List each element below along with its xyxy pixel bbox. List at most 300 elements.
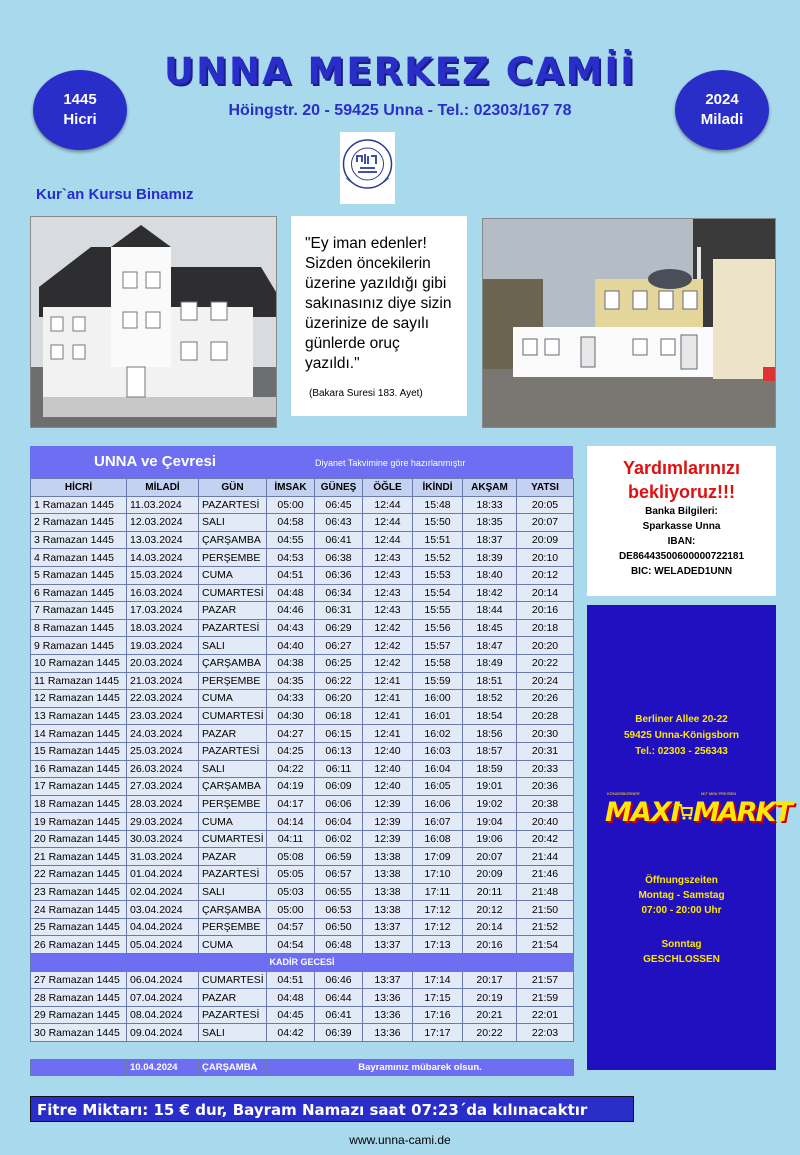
- table-cell: 06:44: [315, 989, 363, 1007]
- table-cell: PAZAR: [199, 602, 267, 620]
- table-cell: 20:30: [517, 725, 574, 743]
- table-cell: 12:43: [363, 566, 413, 584]
- table-cell: 20:12: [463, 901, 517, 919]
- hicri-year: 1445: [63, 91, 97, 108]
- column-header: MİLADİ: [127, 479, 199, 497]
- table-cell: 12:44: [363, 531, 413, 549]
- column-header: ÖĞLE: [363, 479, 413, 497]
- bank-label: Banka Bilgileri:: [645, 506, 718, 517]
- table-cell: 05:00: [267, 496, 315, 514]
- table-cell: CUMARTESİ: [199, 584, 267, 602]
- table-cell: 13:37: [363, 936, 413, 954]
- ad-address: [587, 712, 776, 760]
- table-cell: 03.04.2024: [127, 901, 199, 919]
- table-cell: 18.03.2024: [127, 619, 199, 637]
- ad-address-line-2: 59425 Unna-Königsborn: [623, 730, 740, 741]
- table-cell: 07.04.2024: [127, 989, 199, 1007]
- table-cell: 20:07: [463, 848, 517, 866]
- table-cell: 06:04: [315, 813, 363, 831]
- table-cell: 15:54: [413, 584, 463, 602]
- table-cell: 20:16: [463, 936, 517, 954]
- table-cell: 01.04.2024: [127, 866, 199, 884]
- table-cell: 22 Ramazan 1445: [31, 866, 127, 884]
- table-row: [31, 866, 574, 884]
- table-cell: 04:11: [267, 830, 315, 848]
- table-cell: 04:51: [267, 566, 315, 584]
- table-cell: 14 Ramazan 1445: [31, 725, 127, 743]
- table-row: [31, 725, 574, 743]
- table-cell: 20 Ramazan 1445: [31, 830, 127, 848]
- table-cell: 11 Ramazan 1445: [31, 672, 127, 690]
- table-title: UNNA ve Çevresi: [94, 453, 216, 470]
- table-cell: PERŞEMBE: [199, 672, 267, 690]
- table-cell: 20:36: [517, 778, 574, 796]
- table-cell: 20:07: [517, 514, 574, 532]
- table-cell: 30 Ramazan 1445: [31, 1024, 127, 1042]
- table-row: [31, 742, 574, 760]
- table-cell: CUMARTESİ: [199, 707, 267, 725]
- table-cell: 20:31: [517, 742, 574, 760]
- table-cell: SALI: [199, 883, 267, 901]
- table-row: [31, 813, 574, 831]
- table-cell: 15.03.2024: [127, 566, 199, 584]
- table-cell: 06:41: [315, 531, 363, 549]
- table-subtitle: Diyanet Takvimine göre hazırlanmıştır: [315, 458, 466, 468]
- table-cell: PAZARTESİ: [199, 742, 267, 760]
- column-header: AKŞAM: [463, 479, 517, 497]
- table-cell: 31.03.2024: [127, 848, 199, 866]
- table-cell: 12:41: [363, 690, 413, 708]
- sunday-closed: GESCHLOSSEN: [643, 954, 720, 965]
- table-row: [31, 901, 574, 919]
- table-cell: 06:20: [315, 690, 363, 708]
- table-cell: 18:33: [463, 496, 517, 514]
- table-cell: SALI: [199, 514, 267, 532]
- website-link[interactable]: www.unna-cami.de: [349, 1133, 451, 1147]
- iban-value: DE86443500600000722181: [618, 551, 745, 562]
- table-cell: 04:45: [267, 1006, 315, 1024]
- table-cell: 04:43: [267, 619, 315, 637]
- table-cell: 04:22: [267, 760, 315, 778]
- maxi-brand-left: MAXI: [605, 797, 680, 828]
- table-row: [31, 1006, 574, 1024]
- table-cell: 06:13: [315, 742, 363, 760]
- ad-sunday: [587, 937, 776, 967]
- table-cell: 16:07: [413, 813, 463, 831]
- table-cell: 06:57: [315, 866, 363, 884]
- table-gap: [31, 1042, 574, 1060]
- table-cell: 18:47: [463, 637, 517, 655]
- bayram-message: Bayramınız mübarek olsun.: [267, 1060, 574, 1076]
- table-cell: 13:36: [363, 1024, 413, 1042]
- table-cell: 20:33: [517, 760, 574, 778]
- table-cell: 05:08: [267, 848, 315, 866]
- table-cell: 19:04: [463, 813, 517, 831]
- bayram-date: 10.04.2024: [127, 1060, 199, 1076]
- table-cell: 12:42: [363, 654, 413, 672]
- table-cell: CUMA: [199, 813, 267, 831]
- table-cell: 04:57: [267, 918, 315, 936]
- table-cell: PERŞEMBE: [199, 549, 267, 567]
- table-cell: 20:22: [463, 1024, 517, 1042]
- table-cell: 13:37: [363, 971, 413, 989]
- table-row: [31, 936, 574, 954]
- table-cell: 20:28: [517, 707, 574, 725]
- maxi-markt-logo: [603, 791, 791, 837]
- table-cell: 7 Ramazan 1445: [31, 602, 127, 620]
- table-cell: SALI: [199, 760, 267, 778]
- table-cell: 20:20: [517, 637, 574, 655]
- ad-hours: [587, 873, 776, 918]
- table-cell: 13:38: [363, 901, 413, 919]
- table-cell: 17:11: [413, 883, 463, 901]
- table-cell: 18:51: [463, 672, 517, 690]
- table-row: [31, 1024, 574, 1042]
- table-cell: 06:59: [315, 848, 363, 866]
- table-row: [31, 584, 574, 602]
- table-row: [31, 795, 574, 813]
- table-cell: 04:53: [267, 549, 315, 567]
- table-row: [31, 514, 574, 532]
- table-cell: 15:51: [413, 531, 463, 549]
- table-cell: 06:38: [315, 549, 363, 567]
- table-cell: 18:39: [463, 549, 517, 567]
- table-cell: 13:38: [363, 883, 413, 901]
- table-cell: 19:06: [463, 830, 517, 848]
- table-row: [31, 760, 574, 778]
- table-cell: 29.03.2024: [127, 813, 199, 831]
- column-header: İMSAK: [267, 479, 315, 497]
- table-cell: 20:18: [517, 619, 574, 637]
- table-row: [31, 778, 574, 796]
- column-header: GÜN: [199, 479, 267, 497]
- table-cell: PAZARTESİ: [199, 496, 267, 514]
- table-cell: CUMARTESİ: [199, 971, 267, 989]
- table-cell: 24 Ramazan 1445: [31, 901, 127, 919]
- table-row: [31, 549, 574, 567]
- table-cell: 12:40: [363, 778, 413, 796]
- table-cell: 12:41: [363, 707, 413, 725]
- table-cell: 16:04: [413, 760, 463, 778]
- table-cell: 06:29: [315, 619, 363, 637]
- table-cell: 21.03.2024: [127, 672, 199, 690]
- table-cell: 25 Ramazan 1445: [31, 918, 127, 936]
- donation-headline-2: bekliyoruz!!!: [627, 482, 735, 502]
- table-cell: 12:39: [363, 830, 413, 848]
- bayram-empty: [31, 1060, 127, 1076]
- table-cell: 17:16: [413, 1006, 463, 1024]
- donation-headline-1: Yardımlarınızı: [622, 458, 741, 478]
- column-header-row: [31, 479, 574, 497]
- table-cell: 06:25: [315, 654, 363, 672]
- table-cell: 1 Ramazan 1445: [31, 496, 127, 514]
- table-cell: 20:24: [517, 672, 574, 690]
- table-cell: 20:21: [463, 1006, 517, 1024]
- table-cell: PERŞEMBE: [199, 795, 267, 813]
- table-cell: 06:11: [315, 760, 363, 778]
- table-row: [31, 989, 574, 1007]
- table-cell: PERŞEMBE: [199, 918, 267, 936]
- table-cell: 04:33: [267, 690, 315, 708]
- table-cell: 18:49: [463, 654, 517, 672]
- table-cell: 21:52: [517, 918, 574, 936]
- table-cell: 04:42: [267, 1024, 315, 1042]
- table-cell: 20:11: [463, 883, 517, 901]
- table-cell: 20:40: [517, 813, 574, 831]
- table-cell: 21:54: [517, 936, 574, 954]
- table-cell: 26 Ramazan 1445: [31, 936, 127, 954]
- table-cell: 12:41: [363, 672, 413, 690]
- table-cell: 04:38: [267, 654, 315, 672]
- table-cell: 06:22: [315, 672, 363, 690]
- page-title: UNNA MERKEZ CAMİİ: [164, 50, 636, 93]
- table-cell: 16:02: [413, 725, 463, 743]
- table-cell: 12:40: [363, 742, 413, 760]
- table-cell: 06:15: [315, 725, 363, 743]
- table-row: [31, 496, 574, 514]
- table-cell: 14.03.2024: [127, 549, 199, 567]
- table-cell: 20:26: [517, 690, 574, 708]
- table-cell: 29 Ramazan 1445: [31, 1006, 127, 1024]
- bayram-day: ÇARŞAMBA: [199, 1060, 267, 1076]
- table-cell: 13:38: [363, 866, 413, 884]
- table-cell: ÇARŞAMBA: [199, 531, 267, 549]
- table-cell: 18:40: [463, 566, 517, 584]
- table-cell: 20:22: [517, 654, 574, 672]
- table-cell: 08.04.2024: [127, 1006, 199, 1024]
- ad-phone: Tel.: 02303 - 256343: [635, 746, 728, 757]
- table-cell: 13:36: [363, 1006, 413, 1024]
- table-cell: 18:44: [463, 602, 517, 620]
- table-cell: 12:43: [363, 549, 413, 567]
- table-cell: 06:39: [315, 1024, 363, 1042]
- sunday-label: Sonntag: [661, 939, 702, 950]
- prayer-table: [30, 478, 574, 1076]
- table-cell: 04.04.2024: [127, 918, 199, 936]
- table-cell: 06:48: [315, 936, 363, 954]
- table-cell: 17:12: [413, 918, 463, 936]
- table-cell: PAZARTESİ: [199, 1006, 267, 1024]
- table-cell: 4 Ramazan 1445: [31, 549, 127, 567]
- table-cell: 15:48: [413, 496, 463, 514]
- table-cell: 18:45: [463, 619, 517, 637]
- table-row: [31, 566, 574, 584]
- table-cell: 15:52: [413, 549, 463, 567]
- table-cell: 16:00: [413, 690, 463, 708]
- miladi-year: 2024: [705, 91, 739, 108]
- table-cell: 04:30: [267, 707, 315, 725]
- table-cell: 06:36: [315, 566, 363, 584]
- table-cell: 06:46: [315, 971, 363, 989]
- table-cell: SALI: [199, 637, 267, 655]
- quote-reference: (Bakara Suresi 183. Ayet): [309, 388, 423, 399]
- table-cell: 04:55: [267, 531, 315, 549]
- table-row: [31, 918, 574, 936]
- column-header: İKİNDİ: [413, 479, 463, 497]
- table-cell: 04:48: [267, 584, 315, 602]
- table-row: [31, 531, 574, 549]
- table-cell: CUMA: [199, 690, 267, 708]
- table-cell: 06:18: [315, 707, 363, 725]
- table-cell: PAZAR: [199, 848, 267, 866]
- table-cell: 22.03.2024: [127, 690, 199, 708]
- quote-box: [291, 216, 467, 416]
- table-cell: 22:03: [517, 1024, 574, 1042]
- table-cell: 21:59: [517, 989, 574, 1007]
- table-cell: 06:06: [315, 795, 363, 813]
- hours-time: 07:00 - 20:00 Uhr: [641, 905, 722, 916]
- table-cell: 13.03.2024: [127, 531, 199, 549]
- table-cell: 12:39: [363, 813, 413, 831]
- table-row: [31, 830, 574, 848]
- table-cell: 20:16: [517, 602, 574, 620]
- table-cell: 3 Ramazan 1445: [31, 531, 127, 549]
- table-cell: 04:40: [267, 637, 315, 655]
- table-cell: 20:14: [517, 584, 574, 602]
- table-cell: 24.03.2024: [127, 725, 199, 743]
- table-cell: 20.03.2024: [127, 654, 199, 672]
- table-cell: 19:02: [463, 795, 517, 813]
- table-cell: 06:31: [315, 602, 363, 620]
- table-cell: 12:40: [363, 760, 413, 778]
- table-row: [31, 848, 574, 866]
- table-cell: 12:42: [363, 637, 413, 655]
- table-cell: 25.03.2024: [127, 742, 199, 760]
- cart-icon: [677, 803, 693, 821]
- table-cell: 04:19: [267, 778, 315, 796]
- table-cell: 15:55: [413, 602, 463, 620]
- table-cell: 04:35: [267, 672, 315, 690]
- table-cell: 27 Ramazan 1445: [31, 971, 127, 989]
- table-row: [31, 619, 574, 637]
- table-row: [31, 883, 574, 901]
- table-cell: 30.03.2024: [127, 830, 199, 848]
- ad-address-line-1: Berliner Allee 20-22: [635, 714, 728, 725]
- table-cell: 18:57: [463, 742, 517, 760]
- table-cell: 12:44: [363, 514, 413, 532]
- table-cell: 2 Ramazan 1445: [31, 514, 127, 532]
- table-cell: 16.03.2024: [127, 584, 199, 602]
- table-cell: 18:54: [463, 707, 517, 725]
- hicri-label: Hicri: [63, 111, 97, 128]
- table-cell: 21:50: [517, 901, 574, 919]
- table-cell: SALI: [199, 1024, 267, 1042]
- table-cell: 16:05: [413, 778, 463, 796]
- table-cell: 13:37: [363, 918, 413, 936]
- table-cell: 06:50: [315, 918, 363, 936]
- table-cell: 17:14: [413, 971, 463, 989]
- kadir-gecesi-row: [31, 954, 574, 972]
- table-cell: 15:56: [413, 619, 463, 637]
- table-cell: 27.03.2024: [127, 778, 199, 796]
- table-cell: 18:59: [463, 760, 517, 778]
- miladi-label: Miladi: [700, 111, 744, 128]
- table-cell: 26.03.2024: [127, 760, 199, 778]
- table-cell: 17:13: [413, 936, 463, 954]
- table-cell: 06:43: [315, 514, 363, 532]
- table-cell: 04:17: [267, 795, 315, 813]
- table-cell: 15:58: [413, 654, 463, 672]
- table-cell: 04:48: [267, 989, 315, 1007]
- table-cell: 05:05: [267, 866, 315, 884]
- column-header: HİCRİ: [31, 479, 127, 497]
- quote-text: "Ey iman edenler! Sizden öncekilerin üzerine yazıldığı gibi sakınasınız diye sizin üzerinize de sayılı günlerde oruç yazıldı.": [305, 235, 452, 372]
- table-gap-cell: [31, 1042, 574, 1060]
- table-cell: 18:56: [463, 725, 517, 743]
- table-cell: 06:02: [315, 830, 363, 848]
- table-cell: 04:27: [267, 725, 315, 743]
- column-header: YATSI: [517, 479, 574, 497]
- table-cell: 17:17: [413, 1024, 463, 1042]
- table-cell: 16:06: [413, 795, 463, 813]
- table-cell: 20:05: [517, 496, 574, 514]
- table-cell: 16 Ramazan 1445: [31, 760, 127, 778]
- prayer-times-table: [30, 446, 573, 1076]
- table-cell: 20:09: [463, 866, 517, 884]
- table-cell: 17.03.2024: [127, 602, 199, 620]
- table-cell: 9 Ramazan 1445: [31, 637, 127, 655]
- table-cell: 15:53: [413, 566, 463, 584]
- table-cell: 18:42: [463, 584, 517, 602]
- table-cell: 22:01: [517, 1006, 574, 1024]
- table-cell: 16:03: [413, 742, 463, 760]
- table-cell: 06:34: [315, 584, 363, 602]
- table-cell: 04:14: [267, 813, 315, 831]
- table-cell: 20:09: [517, 531, 574, 549]
- hours-days: Montag - Samstag: [638, 890, 725, 901]
- bank-name: Sparkasse Unna: [642, 521, 721, 532]
- donation-box: [587, 446, 776, 596]
- quran-course-building-photo: [30, 216, 277, 428]
- table-row: [31, 637, 574, 655]
- table-cell: 05:03: [267, 883, 315, 901]
- table-cell: 06:55: [315, 883, 363, 901]
- mosque-photo: [482, 218, 776, 428]
- bayram-row: [31, 1060, 574, 1076]
- kadir-gecesi-label: KADİR GECESİ: [31, 954, 574, 972]
- iban-label: IBAN:: [667, 536, 696, 547]
- table-cell: 09.04.2024: [127, 1024, 199, 1042]
- table-cell: 05.04.2024: [127, 936, 199, 954]
- table-cell: 05:00: [267, 901, 315, 919]
- table-cell: ÇARŞAMBA: [199, 778, 267, 796]
- table-cell: 06:41: [315, 1006, 363, 1024]
- table-cell: 17:12: [413, 901, 463, 919]
- table-cell: 12:44: [363, 496, 413, 514]
- table-cell: 5 Ramazan 1445: [31, 566, 127, 584]
- table-cell: 12:43: [363, 602, 413, 620]
- table-cell: 12:41: [363, 725, 413, 743]
- table-cell: 19 Ramazan 1445: [31, 813, 127, 831]
- table-cell: 20:10: [517, 549, 574, 567]
- table-cell: 12:43: [363, 584, 413, 602]
- table-row: [31, 672, 574, 690]
- table-cell: 21:44: [517, 848, 574, 866]
- table-cell: ÇARŞAMBA: [199, 654, 267, 672]
- table-cell: 12:42: [363, 619, 413, 637]
- table-header: [30, 446, 573, 478]
- column-header: GÜNEŞ: [315, 479, 363, 497]
- table-cell: 20:19: [463, 989, 517, 1007]
- table-cell: 28.03.2024: [127, 795, 199, 813]
- bic-value: BIC: WELADED1UNN: [630, 566, 733, 577]
- table-cell: 12.03.2024: [127, 514, 199, 532]
- table-cell: 6 Ramazan 1445: [31, 584, 127, 602]
- table-cell: 17 Ramazan 1445: [31, 778, 127, 796]
- table-cell: PAZARTESİ: [199, 866, 267, 884]
- table-row: [31, 654, 574, 672]
- table-cell: 10 Ramazan 1445: [31, 654, 127, 672]
